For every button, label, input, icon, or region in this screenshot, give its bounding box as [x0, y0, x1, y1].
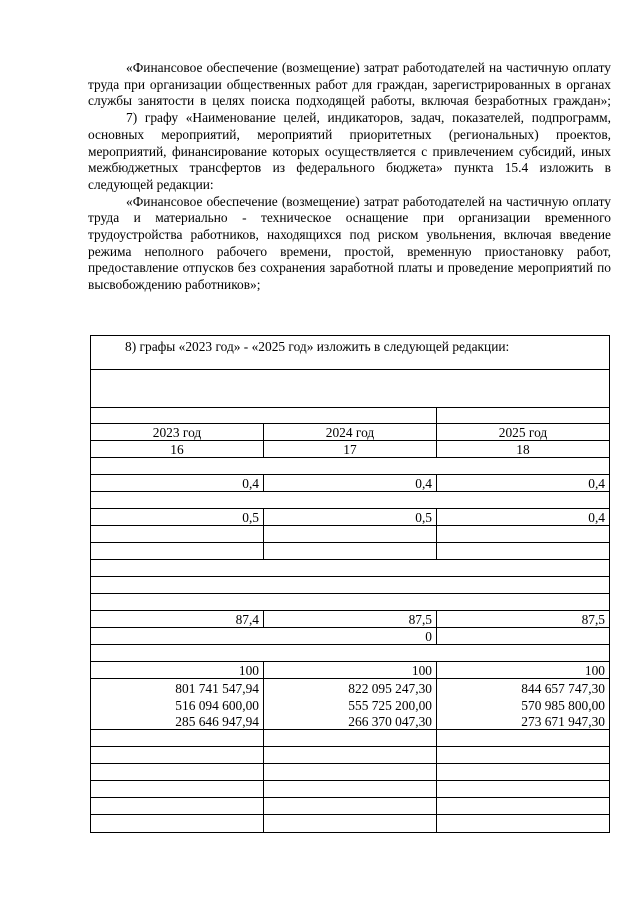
table-row — [91, 662, 609, 679]
cell-value: 87,4 — [91, 611, 264, 627]
column-number-16: 16 — [91, 441, 264, 457]
table-row — [91, 560, 609, 577]
table-row — [91, 458, 609, 475]
paragraph-1: «Финансовое обеспечение (возмещение) затрат работодателей на частичную оплату труда при организации общественных работ для граждан, зарегистрированных в органах службы занятости в целях поиска подходящей работы, включая безработных граждан»; — [88, 60, 611, 109]
column-header-2024: 2024 год — [264, 424, 437, 440]
cell-value: 0,4 — [264, 475, 437, 491]
table-row — [91, 526, 609, 543]
cell-value: 285 646 947,94 — [91, 713, 264, 729]
cell-value: 0,4 — [91, 475, 264, 491]
table-row — [91, 696, 609, 713]
table-row — [91, 475, 609, 492]
cell-value: 570 985 800,00 — [521, 698, 605, 713]
column-number-17: 17 — [264, 441, 437, 457]
paragraph-3: «Финансовое обеспечение (возмещение) затрат работодателей на частичную оплату труда и материально - техническое оснащение при организации временного трудоустройства работников, находящихся под риском увольнения, включая введение режима неполного рабочего времени, простой, временную приостановку работ, предоставление отпусков без сохранения заработной платы и проведение мероприятий по высвобождению работников»; — [88, 193, 611, 293]
column-header-2023: 2023 год — [91, 424, 264, 440]
table-row — [91, 730, 609, 747]
table-row — [91, 815, 609, 832]
cell-value: 844 657 747,30 — [521, 681, 605, 696]
document-text — [88, 60, 611, 294]
table-row — [91, 713, 609, 730]
column-number-18: 18 — [516, 442, 530, 457]
table-row — [91, 628, 609, 645]
cell-value: 0,4 — [588, 476, 605, 491]
table-header-row — [91, 424, 609, 441]
cell-value: 266 370 047,30 — [264, 713, 437, 729]
cell-value: 0,4 — [588, 510, 605, 525]
cell-value: 0 — [91, 628, 437, 644]
cell-value: 801 741 547,94 — [91, 679, 264, 696]
cell-value: 100 — [91, 662, 264, 678]
table-row — [91, 543, 609, 560]
table-row — [91, 679, 609, 696]
cell-value: 822 095 247,30 — [264, 679, 437, 696]
paragraph-2: 7) графу «Наименование целей, индикаторов, задач, показателей, подпрограмм, основных мероприятий, мероприятий приоритетных (региональных) проектов, мероприятий, финансирование которых осуществляется с привлечением субсидий, иных межбюджетных трансфертов из федерального бюджета» пункта 15.4 изложить в следующей редакции: — [88, 110, 611, 192]
table-row — [91, 747, 609, 764]
cell-value: 0,5 — [264, 509, 437, 525]
table-row — [91, 577, 609, 594]
cell-value: 87,5 — [581, 612, 605, 627]
table-row — [91, 798, 609, 815]
cell-value: 100 — [264, 662, 437, 678]
table-row — [91, 594, 609, 611]
table-row — [91, 611, 609, 628]
table-row — [91, 764, 609, 781]
table-row — [91, 781, 609, 798]
cell-value: 87,5 — [264, 611, 437, 627]
cell-value: 0,5 — [91, 509, 264, 525]
column-header-2025: 2025 год — [498, 425, 548, 440]
table-row — [91, 645, 609, 662]
table-row — [91, 509, 609, 526]
cell-value: 100 — [584, 663, 605, 678]
table-row — [91, 492, 609, 509]
amendment-table — [90, 335, 610, 833]
table-heading: 8) графы «2023 год» - «2025 год» изложить в следующей редакции: — [91, 336, 609, 370]
table-number-row — [91, 441, 609, 458]
cell-value: 273 671 947,30 — [521, 714, 605, 729]
cell-value: 555 725 200,00 — [264, 696, 437, 713]
table-row — [91, 408, 609, 424]
cell-value: 516 094 600,00 — [91, 696, 264, 713]
table-row — [91, 370, 609, 408]
